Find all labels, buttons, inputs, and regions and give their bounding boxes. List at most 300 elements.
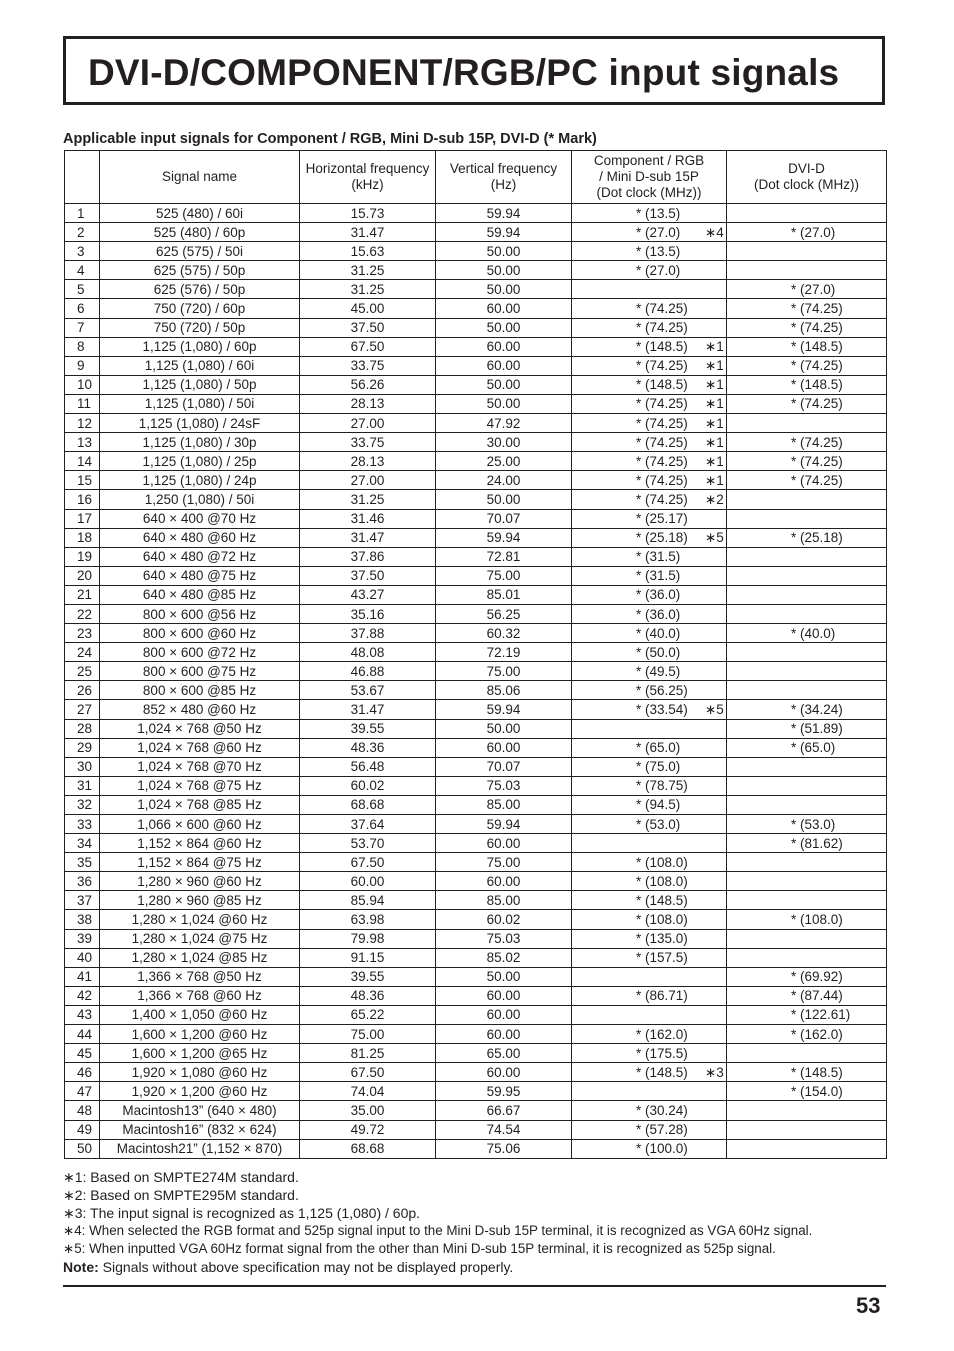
footnote-reference: ∗2: [705, 491, 724, 507]
horizontal-frequency-cell: 31.47: [300, 223, 436, 242]
table-row: [65, 356, 887, 375]
dvi-d-cell: * (74.25): [727, 452, 887, 471]
dvi-d-cell: [727, 1120, 887, 1139]
component-rgb-cell: [572, 1025, 727, 1044]
footnote-1: ∗1: Based on SMPTE274M standard.: [63, 1169, 299, 1185]
table-row: [65, 223, 887, 242]
note-label: Note:: [63, 1259, 99, 1275]
vertical-frequency-cell: 59.94: [436, 223, 572, 242]
component-rgb-cell: [572, 757, 727, 776]
table-row: [65, 1063, 887, 1082]
signal-name-cell: 1,125 (1,080) / 30p: [100, 433, 300, 452]
signal-name-cell: 800 × 600 @75 Hz: [100, 662, 300, 681]
vertical-frequency-cell: 59.94: [436, 815, 572, 834]
signal-name-cell: 525 (480) / 60i: [100, 204, 300, 223]
row-number: 18: [65, 528, 100, 547]
table-row: [65, 318, 887, 337]
table-body: [65, 204, 887, 1159]
table-row: [65, 929, 887, 948]
footnote-reference: ∗1: [705, 415, 724, 431]
table-row: [65, 337, 887, 356]
row-number: 9: [65, 356, 100, 375]
vertical-frequency-cell: 75.00: [436, 566, 572, 585]
table-row: [65, 795, 887, 814]
table-row: [65, 528, 887, 547]
horizontal-frequency-cell: 63.98: [300, 910, 436, 929]
footnote-reference: ∗1: [705, 396, 724, 412]
table-row: [65, 834, 887, 853]
row-number: 50: [65, 1139, 100, 1158]
footer-rule: [63, 1285, 886, 1287]
table-row: [65, 394, 887, 413]
row-number: 37: [65, 891, 100, 910]
note-text: Signals without above specification may not be displayed properly.: [98, 1259, 514, 1275]
row-number: 49: [65, 1120, 100, 1139]
horizontal-frequency-cell: 37.50: [300, 318, 436, 337]
table-row: [65, 1120, 887, 1139]
row-number: 17: [65, 509, 100, 528]
table-row: [65, 242, 887, 261]
component-dot-clock: * (74.25): [636, 320, 688, 336]
horizontal-frequency-cell: 68.68: [300, 1139, 436, 1158]
vertical-frequency-cell: 72.81: [436, 547, 572, 566]
component-rgb-cell: [572, 223, 727, 242]
horizontal-frequency-cell: 45.00: [300, 299, 436, 318]
row-number: 25: [65, 662, 100, 681]
component-dot-clock: * (74.25): [636, 358, 688, 374]
component-dot-clock: * (31.5): [636, 568, 681, 584]
vertical-frequency-cell: 85.01: [436, 585, 572, 604]
component-rgb-cell: [572, 643, 727, 662]
row-number: 34: [65, 834, 100, 853]
vertical-frequency-cell: 60.00: [436, 1005, 572, 1024]
signal-name-cell: 750 (720) / 60p: [100, 299, 300, 318]
dvi-d-cell: [727, 1101, 887, 1120]
dvi-d-cell: * (74.25): [727, 356, 887, 375]
component-rgb-cell: [572, 776, 727, 795]
table-row: [65, 547, 887, 566]
header-horizontal-frequency: Horizontal frequency (kHz): [300, 151, 436, 204]
row-number: 23: [65, 624, 100, 643]
dvi-d-cell: * (148.5): [727, 375, 887, 394]
signal-name-cell: 1,125 (1,080) / 25p: [100, 452, 300, 471]
horizontal-frequency-cell: 68.68: [300, 795, 436, 814]
vertical-frequency-cell: 75.03: [436, 929, 572, 948]
dvi-d-cell: * (122.61): [727, 1005, 887, 1024]
component-rgb-cell: [572, 375, 727, 394]
table-row: [65, 681, 887, 700]
vertical-frequency-cell: 75.06: [436, 1139, 572, 1158]
horizontal-frequency-cell: 56.48: [300, 757, 436, 776]
signal-name-cell: 1,152 × 864 @75 Hz: [100, 853, 300, 872]
table-row: [65, 1044, 887, 1063]
dvi-d-cell: * (148.5): [727, 1063, 887, 1082]
vertical-frequency-cell: 24.00: [436, 471, 572, 490]
row-number: 40: [65, 948, 100, 967]
footnote-reference: ∗4: [705, 224, 724, 240]
table-row: [65, 261, 887, 280]
dvi-d-cell: [727, 414, 887, 433]
dvi-d-cell: * (34.24): [727, 700, 887, 719]
table-row: [65, 891, 887, 910]
component-rgb-cell: [572, 490, 727, 509]
horizontal-frequency-cell: 27.00: [300, 471, 436, 490]
horizontal-frequency-cell: 79.98: [300, 929, 436, 948]
dvi-d-cell: * (65.0): [727, 738, 887, 757]
component-rgb-cell: [572, 585, 727, 604]
table-row: [65, 585, 887, 604]
horizontal-frequency-cell: 35.00: [300, 1101, 436, 1120]
dvi-d-cell: [727, 1044, 887, 1063]
horizontal-frequency-cell: 85.94: [300, 891, 436, 910]
horizontal-frequency-cell: 60.02: [300, 776, 436, 795]
horizontal-frequency-cell: 81.25: [300, 1044, 436, 1063]
table-row: [65, 1082, 887, 1101]
component-rgb-cell: [572, 795, 727, 814]
vertical-frequency-cell: 85.02: [436, 948, 572, 967]
dvi-d-cell: [727, 776, 887, 795]
horizontal-frequency-cell: 49.72: [300, 1120, 436, 1139]
header-vertical-frequency: Vertical frequency (Hz): [436, 151, 572, 204]
vertical-frequency-cell: 50.00: [436, 280, 572, 299]
signal-name-cell: 1,600 × 1,200 @65 Hz: [100, 1044, 300, 1063]
vertical-frequency-cell: 50.00: [436, 490, 572, 509]
dvi-d-cell: * (51.89): [727, 719, 887, 738]
component-rgb-cell: [572, 452, 727, 471]
table-row: [65, 280, 887, 299]
component-rgb-cell: [572, 719, 727, 738]
table-row: [65, 1139, 887, 1158]
component-rgb-cell: [572, 662, 727, 681]
table-row: [65, 1101, 887, 1120]
component-rgb-cell: [572, 1120, 727, 1139]
page-title: DVI-D/COMPONENT/RGB/PC input signals: [88, 52, 840, 93]
dvi-d-cell: [727, 547, 887, 566]
horizontal-frequency-cell: 31.47: [300, 528, 436, 547]
row-number: 4: [65, 261, 100, 280]
horizontal-frequency-cell: 33.75: [300, 433, 436, 452]
component-rgb-cell: [572, 566, 727, 585]
signal-name-cell: 800 × 600 @60 Hz: [100, 624, 300, 643]
component-dot-clock: * (49.5): [636, 663, 681, 679]
footnote-3: ∗3: The input signal is recognized as 1,125 (1,080) / 60p.: [63, 1205, 421, 1221]
component-rgb-cell: [572, 815, 727, 834]
vertical-frequency-cell: 65.00: [436, 1044, 572, 1063]
dvi-d-cell: * (74.25): [727, 471, 887, 490]
signal-name-cell: 1,366 × 768 @60 Hz: [100, 986, 300, 1005]
horizontal-frequency-cell: 28.13: [300, 394, 436, 413]
table-caption: Applicable input signals for Component / RGB, Mini D-sub 15P, DVI-D (* Mark): [63, 131, 597, 147]
signal-name-cell: 1,400 × 1,050 @60 Hz: [100, 1005, 300, 1024]
vertical-frequency-cell: 70.07: [436, 757, 572, 776]
horizontal-frequency-cell: 67.50: [300, 853, 436, 872]
component-dot-clock: * (74.25): [636, 453, 688, 469]
row-number: 26: [65, 681, 100, 700]
table-row: [65, 471, 887, 490]
component-dot-clock: * (74.25): [636, 301, 688, 317]
component-rgb-cell: [572, 604, 727, 623]
row-number: 24: [65, 643, 100, 662]
table-row: [65, 815, 887, 834]
component-dot-clock: * (108.0): [636, 912, 688, 928]
footnote-reference: ∗3: [705, 1064, 724, 1080]
row-number: 16: [65, 490, 100, 509]
horizontal-frequency-cell: 31.25: [300, 490, 436, 509]
component-rgb-cell: [572, 471, 727, 490]
dvi-d-cell: [727, 242, 887, 261]
horizontal-frequency-cell: 31.25: [300, 261, 436, 280]
table-row: [65, 604, 887, 623]
horizontal-frequency-cell: 56.26: [300, 375, 436, 394]
horizontal-frequency-cell: 65.22: [300, 1005, 436, 1024]
vertical-frequency-cell: 85.00: [436, 795, 572, 814]
horizontal-frequency-cell: 39.55: [300, 967, 436, 986]
vertical-frequency-cell: 60.00: [436, 986, 572, 1005]
vertical-frequency-cell: 85.00: [436, 891, 572, 910]
dvi-d-cell: [727, 891, 887, 910]
row-number: 7: [65, 318, 100, 337]
row-number: 46: [65, 1063, 100, 1082]
horizontal-frequency-cell: 15.63: [300, 242, 436, 261]
component-rgb-cell: [572, 433, 727, 452]
row-number: 43: [65, 1005, 100, 1024]
horizontal-frequency-cell: 53.70: [300, 834, 436, 853]
signal-name-cell: 1,125 (1,080) / 60p: [100, 337, 300, 356]
component-dot-clock: * (36.0): [636, 606, 681, 622]
signal-name-cell: 852 × 480 @60 Hz: [100, 700, 300, 719]
note-line: [63, 1258, 812, 1276]
horizontal-frequency-cell: 60.00: [300, 872, 436, 891]
component-dot-clock: * (57.28): [636, 1122, 688, 1138]
footnote-4: ∗4: When selected the RGB format and 525p signal input to the Mini D-sub 15P terminal, it is recognized as VGA 60Hz signal.: [63, 1223, 813, 1238]
component-dot-clock: * (157.5): [636, 950, 688, 966]
signal-name-cell: 640 × 480 @85 Hz: [100, 585, 300, 604]
table-row: [65, 1025, 887, 1044]
component-dot-clock: * (74.25): [636, 491, 688, 507]
row-number: 19: [65, 547, 100, 566]
row-number: 11: [65, 394, 100, 413]
horizontal-frequency-cell: 48.36: [300, 738, 436, 757]
vertical-frequency-cell: 25.00: [436, 452, 572, 471]
component-dot-clock: * (108.0): [636, 854, 688, 870]
header-number: [65, 151, 100, 204]
table-row: [65, 433, 887, 452]
row-number: 47: [65, 1082, 100, 1101]
component-rgb-cell: [572, 547, 727, 566]
table-row: [65, 872, 887, 891]
row-number: 38: [65, 910, 100, 929]
component-rgb-cell: [572, 337, 727, 356]
dvi-d-cell: * (108.0): [727, 910, 887, 929]
signal-name-cell: 640 × 480 @75 Hz: [100, 566, 300, 585]
row-number: 1: [65, 204, 100, 223]
vertical-frequency-cell: 75.03: [436, 776, 572, 795]
component-dot-clock: * (31.5): [636, 549, 681, 565]
table-row: [65, 700, 887, 719]
vertical-frequency-cell: 66.67: [436, 1101, 572, 1120]
table-row: [65, 853, 887, 872]
signal-name-cell: 1,280 × 1,024 @85 Hz: [100, 948, 300, 967]
dvi-d-cell: * (27.0): [727, 223, 887, 242]
horizontal-frequency-cell: 27.00: [300, 414, 436, 433]
signal-name-cell: 1,024 × 768 @50 Hz: [100, 719, 300, 738]
table-row: [65, 414, 887, 433]
footnotes: [63, 1168, 812, 1276]
table-row: [65, 776, 887, 795]
table-row: [65, 204, 887, 223]
signal-name-cell: 625 (575) / 50p: [100, 261, 300, 280]
component-dot-clock: * (36.0): [636, 587, 681, 603]
table-row: [65, 662, 887, 681]
footnote-reference: ∗1: [705, 434, 724, 450]
component-dot-clock: * (30.24): [636, 1102, 688, 1118]
row-number: 22: [65, 604, 100, 623]
table-header-row: [65, 151, 887, 204]
component-rgb-cell: [572, 1139, 727, 1158]
component-dot-clock: * (74.25): [636, 396, 688, 412]
header-signal-name: Signal name: [100, 151, 300, 204]
component-rgb-cell: [572, 1063, 727, 1082]
dvi-d-cell: [727, 681, 887, 700]
horizontal-frequency-cell: 33.75: [300, 356, 436, 375]
component-rgb-cell: [572, 509, 727, 528]
component-rgb-cell: [572, 242, 727, 261]
component-rgb-cell: [572, 1101, 727, 1120]
horizontal-frequency-cell: 31.47: [300, 700, 436, 719]
component-rgb-cell: [572, 394, 727, 413]
signal-name-cell: 1,250 (1,080) / 50i: [100, 490, 300, 509]
vertical-frequency-cell: 50.00: [436, 375, 572, 394]
signal-name-cell: 1,920 × 1,200 @60 Hz: [100, 1082, 300, 1101]
signal-name-cell: 1,600 × 1,200 @60 Hz: [100, 1025, 300, 1044]
title-box: [63, 36, 885, 105]
horizontal-frequency-cell: 48.36: [300, 986, 436, 1005]
signal-name-cell: 525 (480) / 60p: [100, 223, 300, 242]
dvi-d-cell: * (53.0): [727, 815, 887, 834]
vertical-frequency-cell: 50.00: [436, 261, 572, 280]
signal-name-cell: 1,125 (1,080) / 50i: [100, 394, 300, 413]
signal-name-cell: 800 × 600 @56 Hz: [100, 604, 300, 623]
signal-name-cell: 1,024 × 768 @75 Hz: [100, 776, 300, 795]
component-rgb-cell: [572, 1082, 727, 1101]
vertical-frequency-cell: 47.92: [436, 414, 572, 433]
row-number: 12: [65, 414, 100, 433]
dvi-d-cell: [727, 1139, 887, 1158]
signal-name-cell: 640 × 400 @70 Hz: [100, 509, 300, 528]
signal-name-cell: 1,366 × 768 @50 Hz: [100, 967, 300, 986]
row-number: 44: [65, 1025, 100, 1044]
dvi-d-cell: [727, 566, 887, 585]
dvi-d-cell: * (74.25): [727, 299, 887, 318]
vertical-frequency-cell: 60.00: [436, 299, 572, 318]
row-number: 8: [65, 337, 100, 356]
footnote-2: ∗2: Based on SMPTE295M standard.: [63, 1187, 299, 1203]
component-rgb-cell: [572, 681, 727, 700]
dvi-d-cell: [727, 643, 887, 662]
row-number: 33: [65, 815, 100, 834]
dvi-d-cell: * (27.0): [727, 280, 887, 299]
dvi-d-cell: [727, 757, 887, 776]
component-rgb-cell: [572, 700, 727, 719]
component-dot-clock: * (148.5): [636, 1064, 688, 1080]
table-row: [65, 452, 887, 471]
row-number: 5: [65, 280, 100, 299]
component-dot-clock: * (162.0): [636, 1026, 688, 1042]
signal-name-cell: 1,280 × 1,024 @75 Hz: [100, 929, 300, 948]
signal-name-cell: Macintosh21” (1,152 × 870): [100, 1139, 300, 1158]
component-dot-clock: * (13.5): [636, 243, 681, 259]
horizontal-frequency-cell: 53.67: [300, 681, 436, 700]
component-rgb-cell: [572, 1005, 727, 1024]
table-row: [65, 967, 887, 986]
component-dot-clock: * (94.5): [636, 797, 681, 813]
horizontal-frequency-cell: 67.50: [300, 1063, 436, 1082]
table-row: [65, 719, 887, 738]
vertical-frequency-cell: 70.07: [436, 509, 572, 528]
vertical-frequency-cell: 75.00: [436, 662, 572, 681]
vertical-frequency-cell: 50.00: [436, 967, 572, 986]
dvi-d-cell: [727, 872, 887, 891]
vertical-frequency-cell: 60.00: [436, 337, 572, 356]
horizontal-frequency-cell: 37.50: [300, 566, 436, 585]
horizontal-frequency-cell: 15.73: [300, 204, 436, 223]
vertical-frequency-cell: 50.00: [436, 318, 572, 337]
vertical-frequency-cell: 60.00: [436, 738, 572, 757]
dvi-d-cell: * (74.25): [727, 318, 887, 337]
dvi-d-cell: [727, 929, 887, 948]
dvi-d-cell: * (81.62): [727, 834, 887, 853]
component-rgb-cell: [572, 280, 727, 299]
component-rgb-cell: [572, 986, 727, 1005]
horizontal-frequency-cell: 43.27: [300, 585, 436, 604]
row-number: 45: [65, 1044, 100, 1063]
row-number: 31: [65, 776, 100, 795]
signal-name-cell: 625 (576) / 50p: [100, 280, 300, 299]
row-number: 13: [65, 433, 100, 452]
vertical-frequency-cell: 85.06: [436, 681, 572, 700]
component-dot-clock: * (135.0): [636, 931, 688, 947]
signal-name-cell: 1,280 × 960 @60 Hz: [100, 872, 300, 891]
table-row: [65, 910, 887, 929]
signal-name-cell: 750 (720) / 50p: [100, 318, 300, 337]
row-number: 14: [65, 452, 100, 471]
component-dot-clock: * (27.0): [636, 262, 681, 278]
table-row: [65, 299, 887, 318]
footnote-reference: ∗5: [705, 701, 724, 717]
horizontal-frequency-cell: 28.13: [300, 452, 436, 471]
row-number: 30: [65, 757, 100, 776]
component-dot-clock: * (50.0): [636, 644, 681, 660]
component-dot-clock: * (100.0): [636, 1141, 688, 1157]
header-dvi-d: DVI-D (Dot clock (MHz)): [727, 151, 887, 204]
horizontal-frequency-cell: 31.25: [300, 280, 436, 299]
signal-name-cell: Macintosh16” (832 × 624): [100, 1120, 300, 1139]
footnote-reference: ∗1: [705, 377, 724, 393]
component-dot-clock: * (148.5): [636, 892, 688, 908]
horizontal-frequency-cell: 91.15: [300, 948, 436, 967]
component-rgb-cell: [572, 318, 727, 337]
dvi-d-cell: [727, 261, 887, 280]
row-number: 21: [65, 585, 100, 604]
dvi-d-cell: * (148.5): [727, 337, 887, 356]
footnote-reference: ∗1: [705, 453, 724, 469]
header-component-rgb: Component / RGB / Mini D-sub 15P (Dot clock (MHz)): [572, 151, 727, 204]
component-dot-clock: * (27.0): [636, 224, 681, 240]
table-row: [65, 1005, 887, 1024]
horizontal-frequency-cell: 37.86: [300, 547, 436, 566]
signal-name-cell: 1,125 (1,080) / 60i: [100, 356, 300, 375]
vertical-frequency-cell: 50.00: [436, 394, 572, 413]
